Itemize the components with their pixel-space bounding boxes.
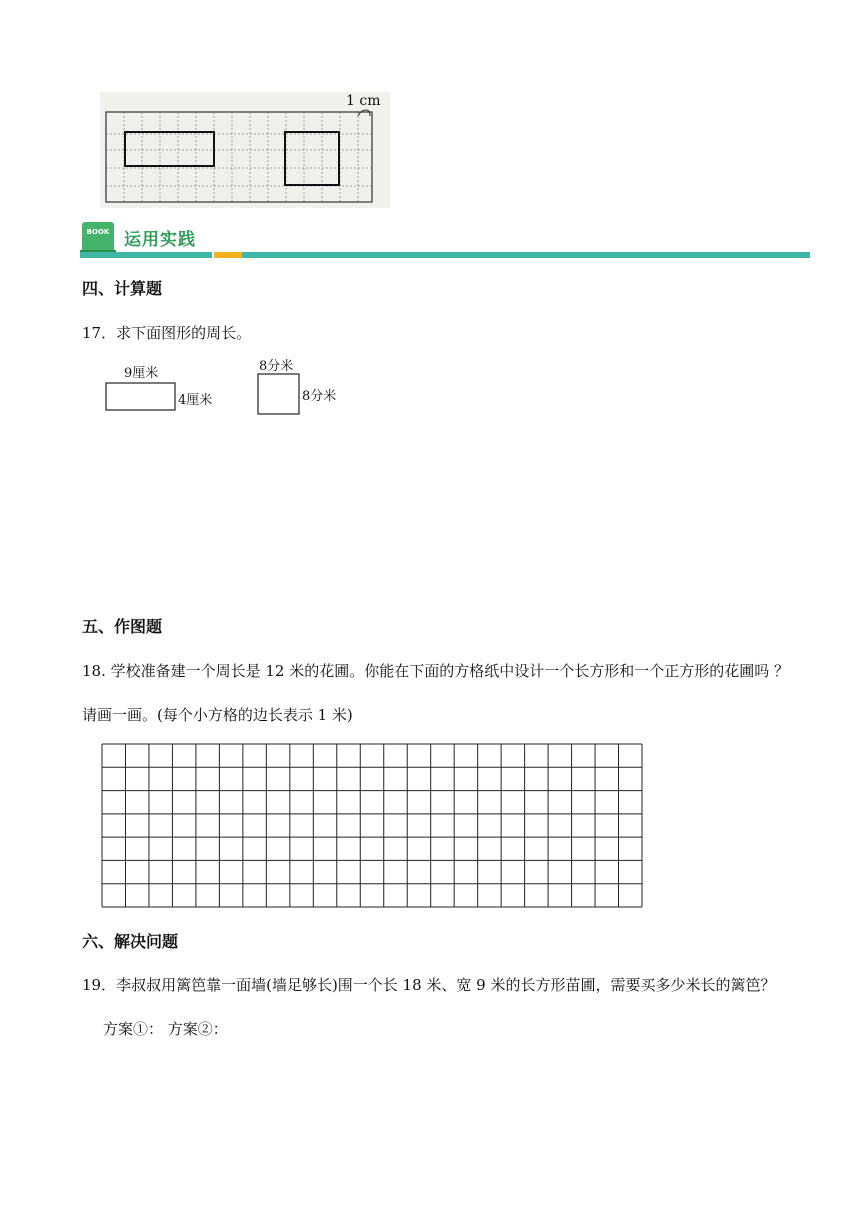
- grid-paper: [101, 743, 643, 909]
- question-17-text: 17．求下面图形的周长。: [82, 324, 252, 342]
- section-heading-4: 四、计算题: [82, 279, 163, 298]
- scale-label: 1 cm: [346, 93, 381, 109]
- square-figure: [258, 374, 299, 414]
- section-heading-5: 五、作图题: [82, 617, 163, 636]
- drawing-grid[interactable]: [101, 743, 643, 913]
- question-19-text: 19．李叔叔用篱笆靠一面墙(墙足够长)围一个长 18 米、宽 9 米的长方形苗圃，需要买多少米长的篱笆？: [82, 976, 776, 994]
- rect-side-label: 4厘米: [178, 393, 213, 408]
- section-banner: [80, 222, 810, 262]
- banner-bar-right: [242, 252, 810, 258]
- grid-diagram: [100, 92, 390, 208]
- book-icon: BOOK: [82, 222, 114, 252]
- question-18-text: 18. 学校准备建一个周长是 12 米的花圃。你能在下面的方格纸中设计一个长方形和一个正方形的花圃吗 ？: [82, 662, 790, 680]
- top-grid-figure: [100, 92, 390, 208]
- question-19-plans: 方案①： 方案②：: [103, 1020, 228, 1038]
- question-17-figures: [100, 352, 360, 422]
- banner-title: 运用实践: [124, 230, 196, 250]
- rect-top-label: 9厘米: [124, 366, 159, 381]
- question-18-instruction: 请画一画。(每个小方格的边长表示 1 米): [82, 706, 353, 724]
- rect-figure: [106, 383, 175, 410]
- section-heading-6: 六、解决问题: [82, 932, 179, 951]
- square-side-label: 8分米: [302, 389, 337, 404]
- banner-bar-left: [80, 252, 212, 258]
- square-top-label: 8分米: [259, 359, 294, 374]
- banner-bar-accent: [214, 252, 242, 258]
